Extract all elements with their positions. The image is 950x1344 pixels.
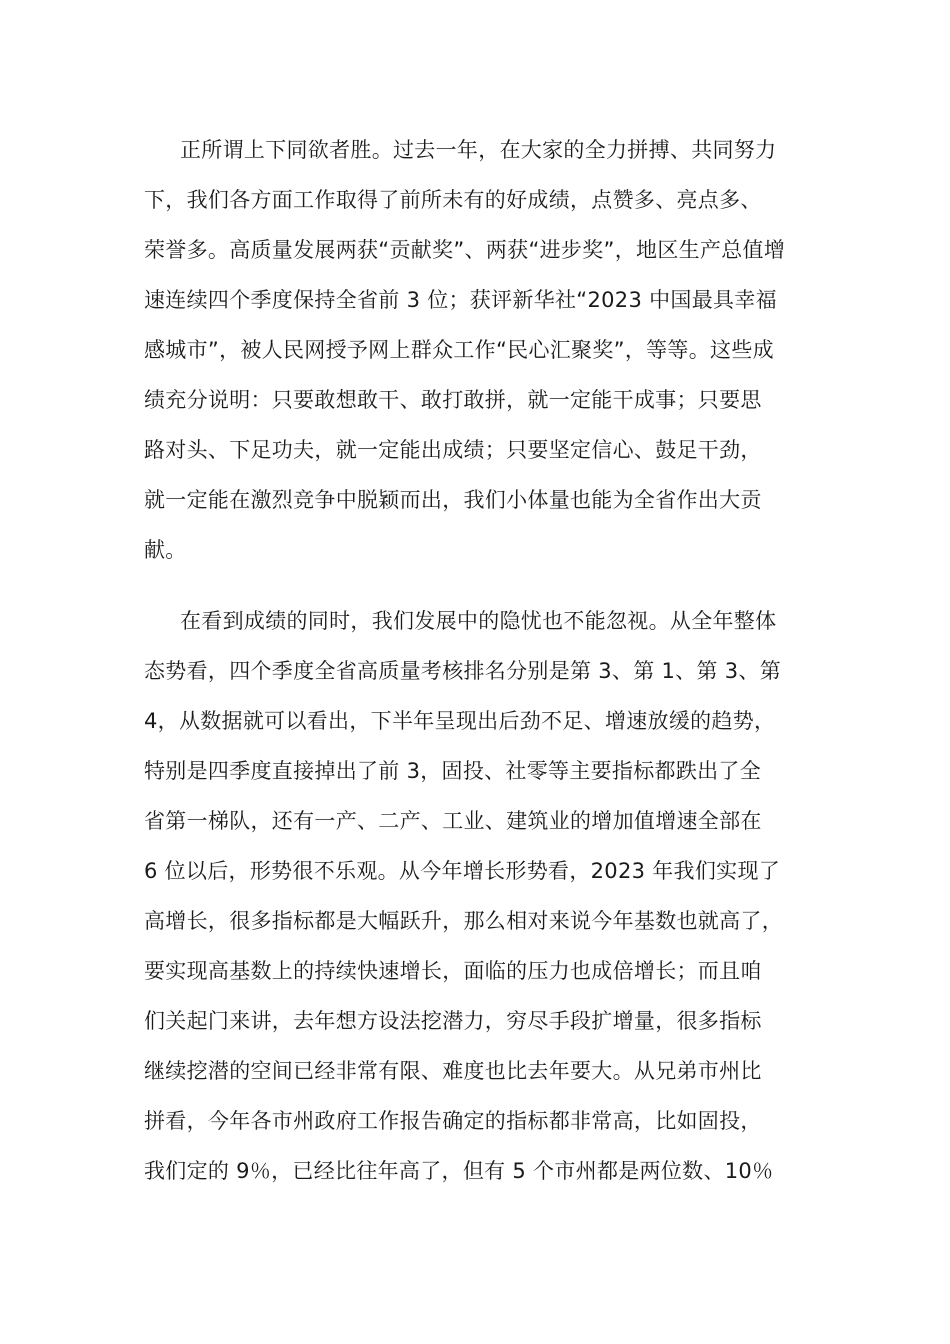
paragraph-2-line-1: 在看到成绩的同时，我们发展中的隐忧也不能忽视。从全年整体	[180, 609, 777, 633]
paragraph-1-line-8: 就一定能在激烈竞争中脱颖而出，我们小体量也能为全省作出大贡	[144, 488, 762, 512]
paragraph-2-line-11: 拼看，今年各市州政府工作报告确定的指标都非常高，比如固投，	[144, 1109, 762, 1133]
paragraph-1-line-9: 献。	[144, 538, 187, 562]
paragraph-1-line-5: 感城市”，被人民网授予网上群众工作“民心汇聚奖”，等等。这些成	[144, 338, 774, 362]
paragraph-2-line-5: 省第一梯队，还有一产、二产、工业、建筑业的增加值增速全部在	[144, 809, 762, 833]
paragraph-1-line-6: 绩充分说明：只要敢想敢干、敢打敢拼，就一定能干成事；只要思	[144, 388, 762, 412]
paragraph-1-line-2: 下，我们各方面工作取得了前所未有的好成绩，点赞多、亮点多、	[144, 188, 762, 212]
paragraph-2-line-12: 我们定的 9％，已经比往年高了，但有 5 个市州都是两位数、10％	[144, 1159, 774, 1183]
paragraph-2-line-3: 4，从数据就可以看出，下半年呈现出后劲不足、增速放缓的趋势，	[144, 709, 776, 733]
paragraph-1-line-3: 荣誉多。高质量发展两获“贡献奖”、两获“进步奖”，地区生产总值增	[144, 238, 786, 262]
paragraph-2-line-8: 要实现高基数上的持续快速增长，面临的压力也成倍增长；而且咱	[144, 959, 762, 983]
paragraph-2-line-2: 态势看，四个季度全省高质量考核排名分别是第 3、第 1、第 3、第	[144, 659, 782, 683]
paragraph-1-line-4: 速连续四个季度保持全省前 3 位；获评新华社“2023 中国最具幸福	[144, 288, 777, 312]
paragraph-2-line-10: 继续挖潜的空间已经非常有限、难度也比去年要大。从兄弟市州比	[144, 1059, 762, 1083]
paragraph-2-line-4: 特别是四季度直接掉出了前 3，固投、社零等主要指标都跌出了全	[144, 759, 762, 783]
paragraph-2-line-9: 们关起门来讲，去年想方设法挖潜力，穷尽手段扩增量，很多指标	[144, 1009, 762, 1033]
paragraph-1-line-7: 路对头、下足功夫，就一定能出成绩；只要坚定信心、鼓足干劲，	[144, 438, 762, 462]
paragraph-2-line-7: 高增长，很多指标都是大幅跃升，那么相对来说今年基数也就高了，	[144, 909, 783, 933]
paragraph-1-line-1: 正所谓上下同欲者胜。过去一年，在大家的全力拼搏、共同努力	[180, 138, 777, 162]
paragraph-2-line-6: 6 位以后，形势很不乐观。从今年增长形势看，2023 年我们实现了	[144, 859, 781, 883]
